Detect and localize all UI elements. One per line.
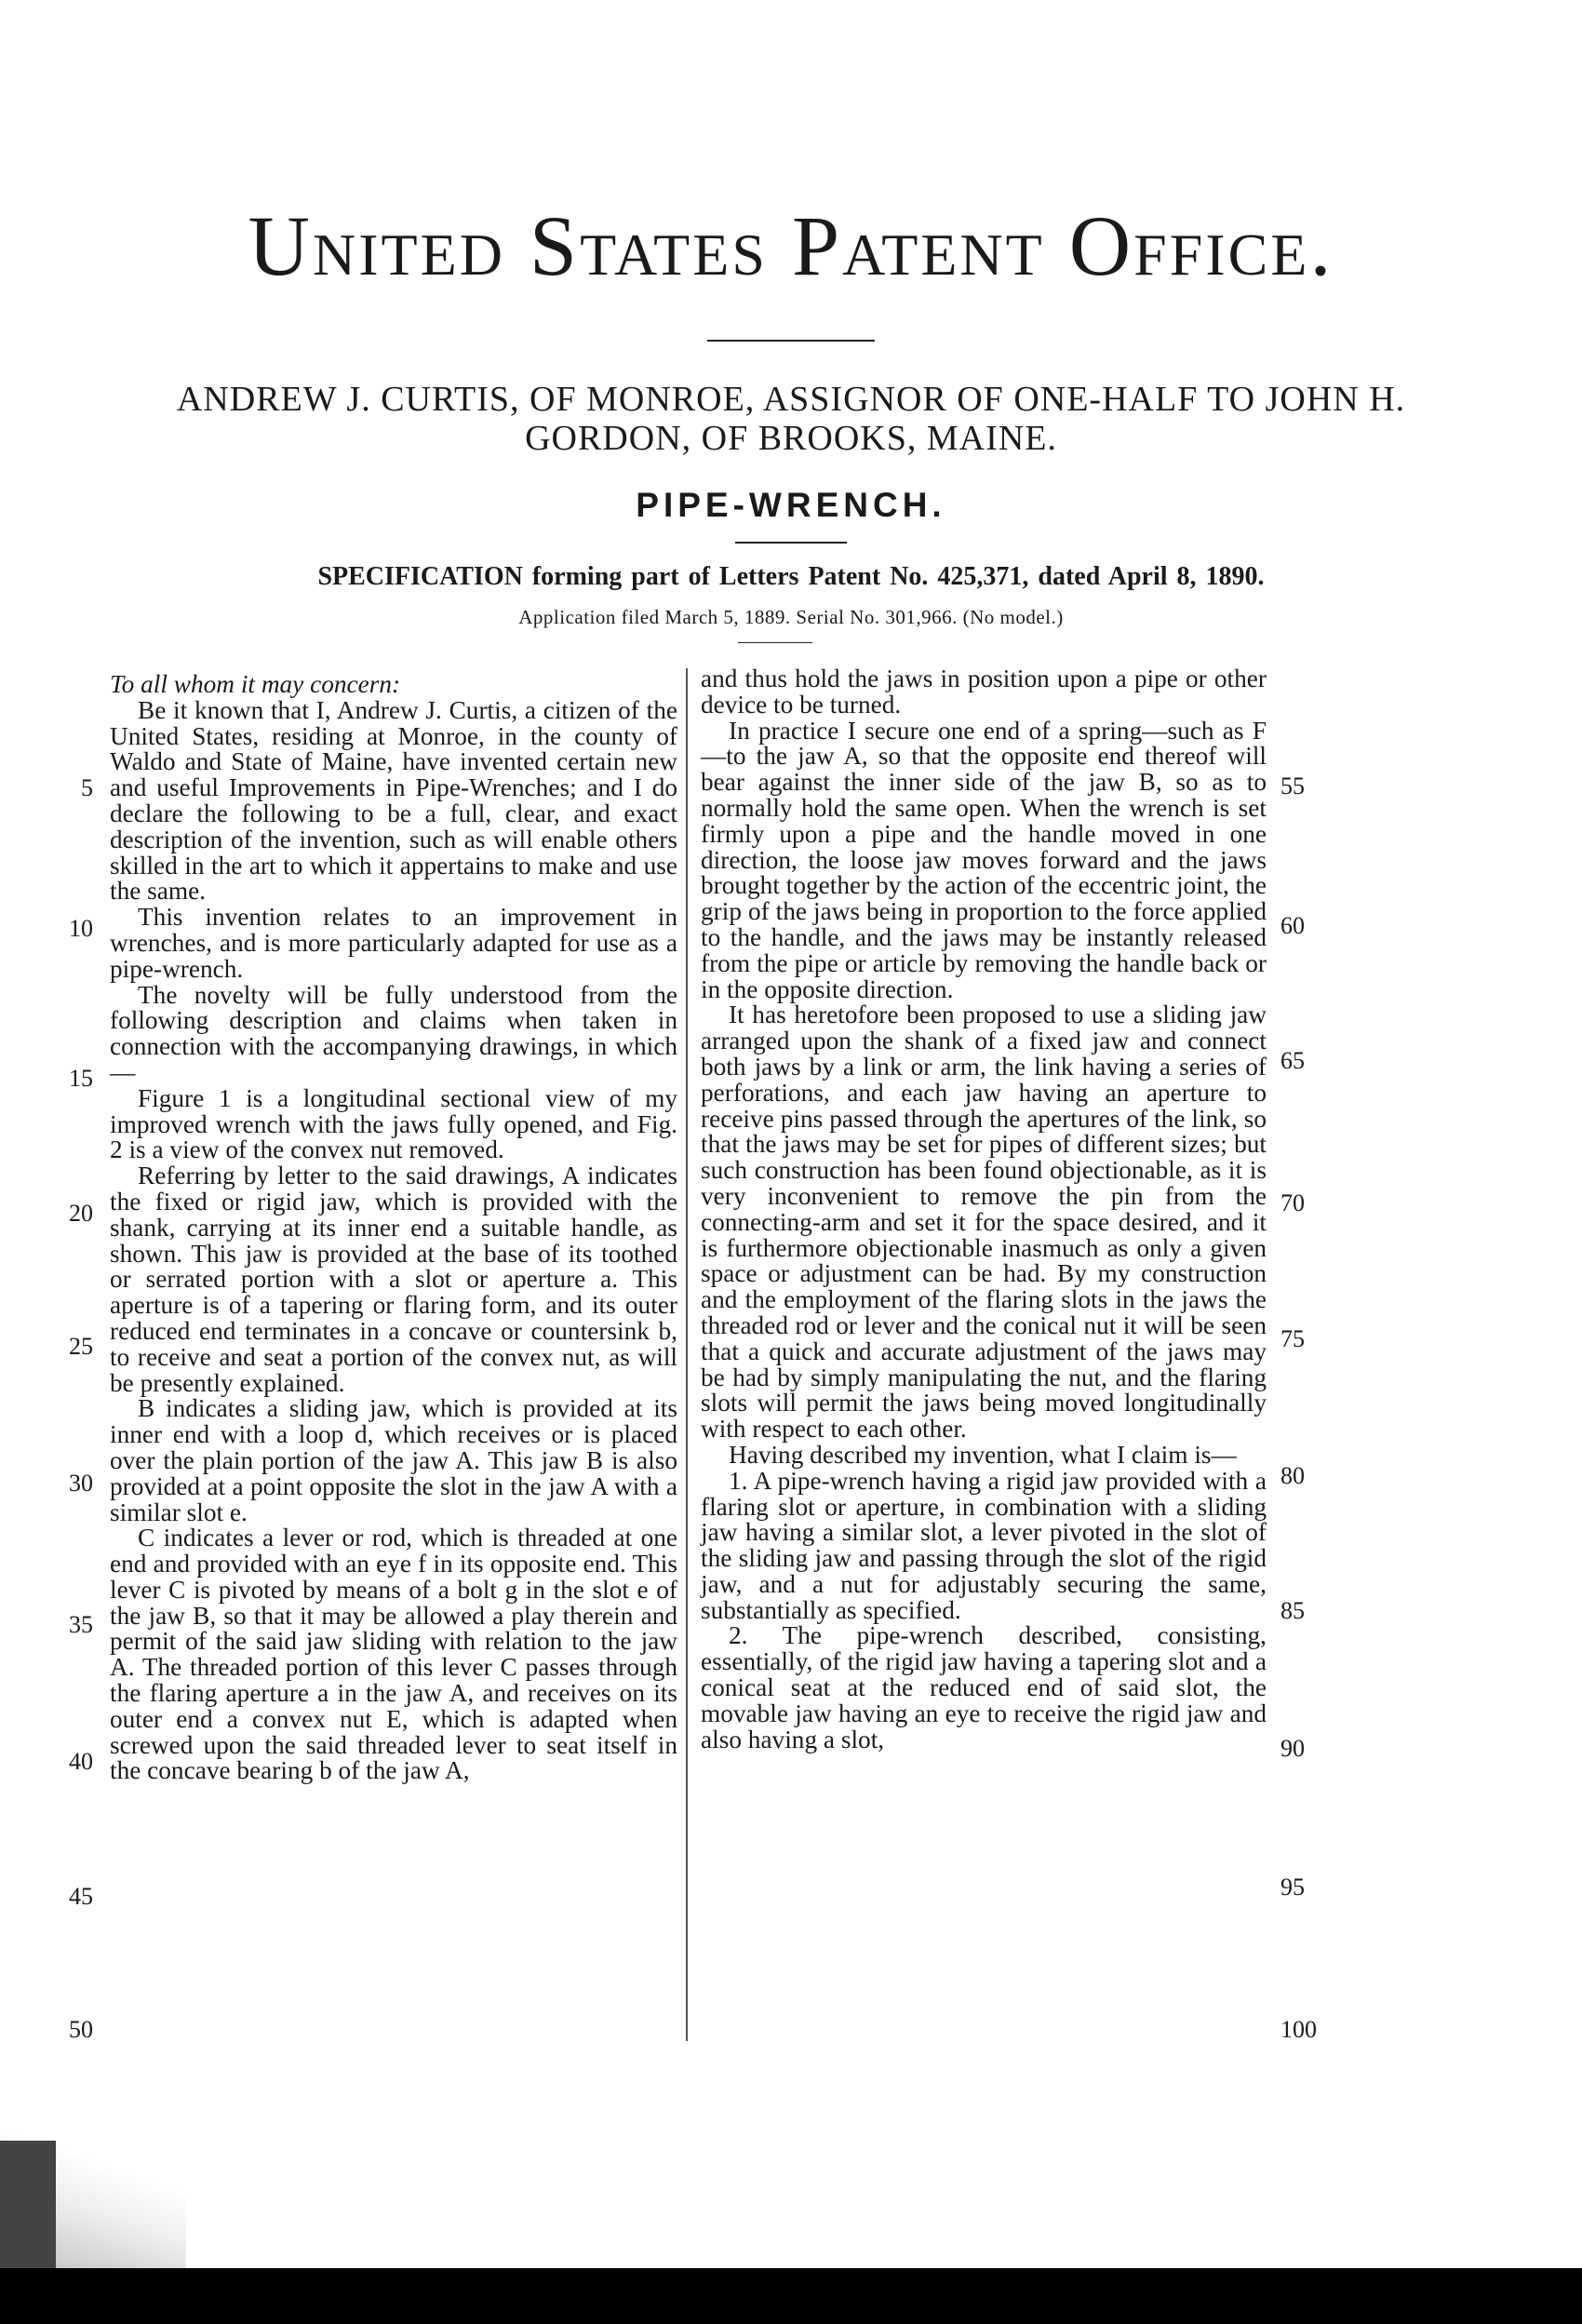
paragraph: and thus hold the jaws in position upon a pipe or other device to be turned.: [701, 665, 1267, 719]
invention-title: PIPE-WRENCH.: [636, 486, 946, 524]
line-number: 70: [1280, 1189, 1305, 1216]
application-rule: [738, 642, 812, 643]
line-number: 30: [69, 1470, 93, 1497]
line-number: 95: [1280, 1874, 1305, 1901]
invention-rule: [735, 542, 847, 544]
line-number: 85: [1280, 1597, 1305, 1624]
claim-1: 1. A pipe-wrench having a rigid jaw provided with a flaring slot or aperture, in combination with a sliding jaw having a similar slot, a lever pivoted in the slot of the sliding jaw and passing through the slot of the rigid jaw, and a nut for adjustably securing the same, substantially as specified.: [701, 1466, 1267, 1624]
office-title: United States Patent Office.: [248, 198, 1334, 293]
line-number: 5: [81, 774, 93, 801]
paragraph: Figure 1 is a longitudinal sectional view of my improved wrench with the jaws fully opened, and Fig. 2 is a view of the convex nut removed.: [110, 1083, 677, 1164]
line-number: 10: [69, 915, 93, 942]
line-number: 75: [1280, 1325, 1305, 1352]
line-number: 35: [69, 1611, 93, 1638]
column-divider: [686, 668, 688, 2041]
paragraph: It has heretofore been proposed to use a sliding jaw arranged upon the shank of a fixed jaw and connect both jaws by a link or arm, the link having a series of perforations, and each jaw having an aperture to receive pins passed through the apertures of the link, so that the jaws may be set for pipes of different sizes; but such construction has been found objectionable, as it is very inconvenient to remove the pin from the connecting-arm and set it for the space desired, and it is furthermore objectionable inasmuch as only a given space or adjustment can be had. By my construction and the employment of the flaring slots in the jaws the threaded rod or lever and the conical nut it will be seen that a quick and accurate adjustment of the jaws may be had by simply manipulating the nut, and the flaring slots will permit the jaws being moved longitudinally with respect to each other.: [701, 1001, 1267, 1444]
line-number: 15: [69, 1065, 93, 1092]
specification-line: SPECIFICATION forming part of Letters Patent No. 425,371, dated April 8, 1890.: [317, 562, 1265, 591]
line-number: 60: [1280, 912, 1305, 939]
line-number: 25: [69, 1333, 93, 1360]
paragraph: Having described my invention, what I claim is—: [729, 1440, 1237, 1469]
left-column: [110, 672, 677, 1784]
title-rule: [707, 340, 875, 342]
paragraph: C indicates a lever or rod, which is threaded at one end and provided with an eye f in its opposite end. This lever C is pivoted by means of a bolt g in the slot e of the jaw B, so that it may be allowed a play therein and permit of the said jaw sliding with relation to the jaw A. The threaded portion of this lever C passes through the flaring aperture a in the jaw A, and receives on its outer end a convex nut E, which is adapted when screwed upon the said threaded lever to seat itself in the concave bearing b of the jaw A,: [110, 1524, 677, 1785]
scan-bottom-edge: [0, 2268, 1582, 2324]
inventor-line-2: GORDON, OF BROOKS, MAINE.: [525, 419, 1057, 458]
line-number: 45: [69, 1883, 93, 1910]
inventor-line-1: ANDREW J. CURTIS, OF MONROE, ASSIGNOR OF ONE-HALF TO JOHN H.: [176, 380, 1406, 419]
paragraph: Be it known that I, Andrew J. Curtis, a citizen of the United States, residing at Monroe, in the county of Waldo and State of Maine, have invented certain new and useful Improvements in Pipe-Wrenches; and I do declare the following to be a full, clear, and exact description of the invention, such as will enable others skilled in the art to which it appertains to make and use the same.: [110, 695, 677, 906]
application-line: Application filed March 5, 1889. Serial No. 301,966. (No model.): [518, 606, 1064, 628]
line-number: 40: [69, 1748, 93, 1775]
paragraph: B indicates a sliding jaw, which is provided at its inner end with a loop d, which receives or is placed over the plain portion of the jaw A. This jaw B is also provided at a point opposite the slot in the jaw A with a similar slot e.: [110, 1394, 677, 1526]
scan-shadow: [0, 2141, 56, 2271]
line-number: 20: [69, 1200, 93, 1227]
paragraph: The novelty will be fully understood from the following description and claims when taken in connection with the accompanying drawings, in which—: [110, 980, 677, 1086]
paragraph: In practice I secure one end of a spring—such as F—to the jaw A, so that the opposite end thereof will bear against the inner side of the jaw B, so as to normally hold the same open. When the wrench is set firmly upon a pipe and the handle moved in one direction, the loose jaw moves forward and the jaws brought together by the action of the eccentric joint, the grip of the jaws being in proportion to the force applied to the handle, and the jaws may be instantly released from the pipe or article by removing the handle back or in the opposite direction.: [701, 716, 1267, 1003]
line-number: 55: [1280, 772, 1305, 799]
claim-2: 2. The pipe-wrench described, consisting, essentially, of the rigid jaw having a tapering slot and a conical seat at the reduced end of said slot, the movable jaw having an eye to receive the rigid jaw and also having a slot,: [701, 1621, 1267, 1753]
line-number: 65: [1280, 1047, 1305, 1074]
salutation: To all whom it may concern:: [110, 670, 401, 698]
line-number: 90: [1280, 1735, 1305, 1762]
line-number: 100: [1280, 2016, 1317, 2043]
right-column: [701, 666, 1267, 1753]
paragraph: Referring by letter to the said drawings, A indicates the fixed or rigid jaw, which is provided with the shank, carrying at its inner end a suitable handle, as shown. This jaw is provided at the base of its toothed or serrated portion with a slot or aperture a. This aperture is of a tapering or flaring form, and its outer reduced end terminates in a concave or countersink b, to receive and seat a portion of the convex nut, as will be presently explained.: [110, 1162, 677, 1397]
line-number: 80: [1280, 1462, 1305, 1489]
line-number: 50: [69, 2016, 93, 2043]
paragraph: This invention relates to an improvement in wrenches, and is more particularly adapted for use as a pipe-wrench.: [110, 903, 677, 983]
